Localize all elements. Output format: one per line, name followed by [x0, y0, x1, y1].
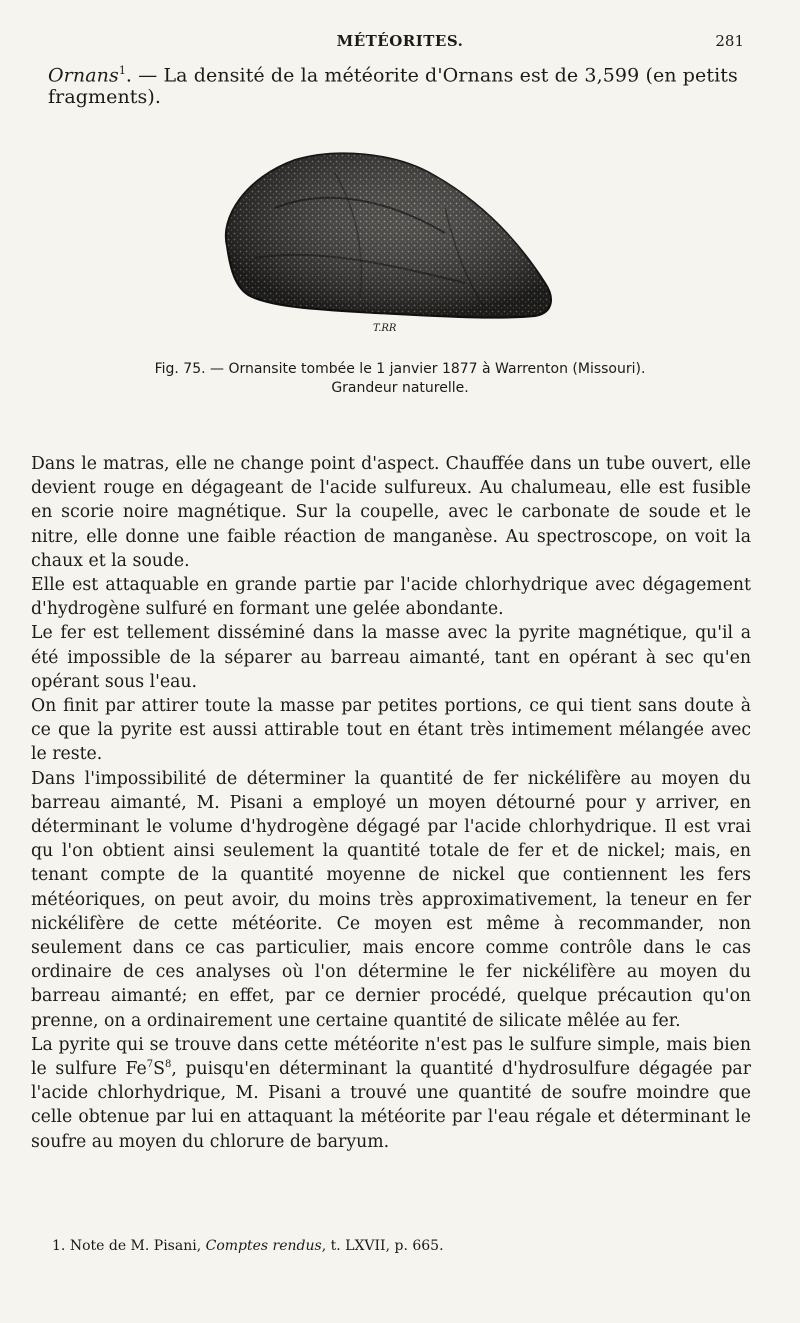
pyrite-text-start: La pyrite qui se trouve dans cette météorite n'est pas le sulfure simple, mais bien le sulfure Fe	[31, 1034, 751, 1080]
paragraph: Le fer est tellement disséminé dans la masse avec la pyrite magnétique, qu'il a été impossible de la séparer au barreau aimanté, tant en opérant à sec qu'en opérant sous l'eau.	[31, 623, 751, 692]
formula-sub-2: 8	[165, 1059, 172, 1071]
intro-note-mark: 1	[118, 64, 126, 77]
pyrite-text-end: , puisqu'en déterminant la quantité d'hydrosulfure dégagée par l'acide chlorhydrique, M. Pisani a trouvé une quantité de soufre moindre que celle obtenue par lui en attaquant la météorite par l'eau régale et déterminant le soufre au moyen du chlorure de baryum.	[31, 1059, 751, 1152]
engraver-signature: T.RR	[373, 323, 397, 333]
intro-line	[48, 64, 758, 108]
caption-line-2: Grandeur naturelle.	[331, 380, 469, 396]
formula-sub-1: 7	[146, 1059, 154, 1071]
footnote-text: Note de M. Pisani,	[69, 1238, 202, 1254]
figure-caption	[80, 360, 720, 398]
paragraph-pyrite	[31, 1033, 751, 1154]
footnote-number: 1.	[52, 1238, 66, 1254]
intro-name: Ornans	[48, 64, 119, 87]
paragraph: Dans le matras, elle ne change point d'aspect. Chauffée dans un tube ouvert, elle devient rouge en dégageant de l'acide sulfureux. Au chalumeau, elle est fusible en scorie noire magnétique. Sur la coupelle, avec le carbonate de soude et le nitre, elle donne une faible réaction de manganèse. Au spectroscope, on voit la chaux et la soude.	[31, 454, 751, 571]
paragraph: On finit par attirer toute la masse par petites portions, ce qui tient sans doute à ce que la pyrite est aussi attirable tout en étant très intimement mélangée avec le reste.	[31, 696, 751, 765]
intro-text: . — La densité de la météorite d'Ornans est de 3,599 (en petits fragments).	[48, 64, 738, 109]
footnote-ref: , t. LXVII, p. 665.	[321, 1238, 444, 1254]
footnote-journal: Comptes rendus	[205, 1238, 322, 1254]
meteorite-drawing	[215, 148, 560, 333]
page-number: 281	[715, 32, 744, 50]
page-header	[0, 30, 800, 54]
running-title: MÉTÉORITES.	[336, 32, 464, 50]
paragraph: Elle est attaquable en grande partie par l'acide chlorhydrique avec dégagement d'hydrogène sulfuré en formant une gelée abondante.	[31, 575, 751, 620]
caption-line-1: Fig. 75. — Ornansite tombée le 1 janvier 1877 à Warrenton (Missouri).	[154, 361, 646, 377]
meteorite-illustration	[215, 148, 560, 333]
paragraph: Dans l'impossibilité de déterminer la quantité de fer nickélifère au moyen du barreau aimanté, M. Pisani a employé un moyen détourné pour y arriver, en déterminant le volume d'hydrogène dégagé par l'acide chlorhydrique. Il est vrai qu l'on obtient ainsi seulement la quantité totale de fer et de nickel; mais, en tenant compte de la quantité moyenne de nickel que contiennent les fers météoriques, on peut avoir, du moins très approximativement, la teneur en fer nickélifère de cette météorite. Ce moyen est même à recommander, non seulement dans ce cas particulier, mais encore comme contrôle dans le cas ordinaire de ces analyses où l'on détermine le fer nickélifère au moyen du barreau aimanté; en effet, par ce dernier procédé, quelque précaution qu'on prenne, on a ordinairement une certaine quantité de silicate mêlée au fer.	[31, 768, 751, 1031]
footnote	[52, 1238, 752, 1254]
body-text	[31, 452, 751, 1154]
formula-element: S	[153, 1059, 165, 1080]
